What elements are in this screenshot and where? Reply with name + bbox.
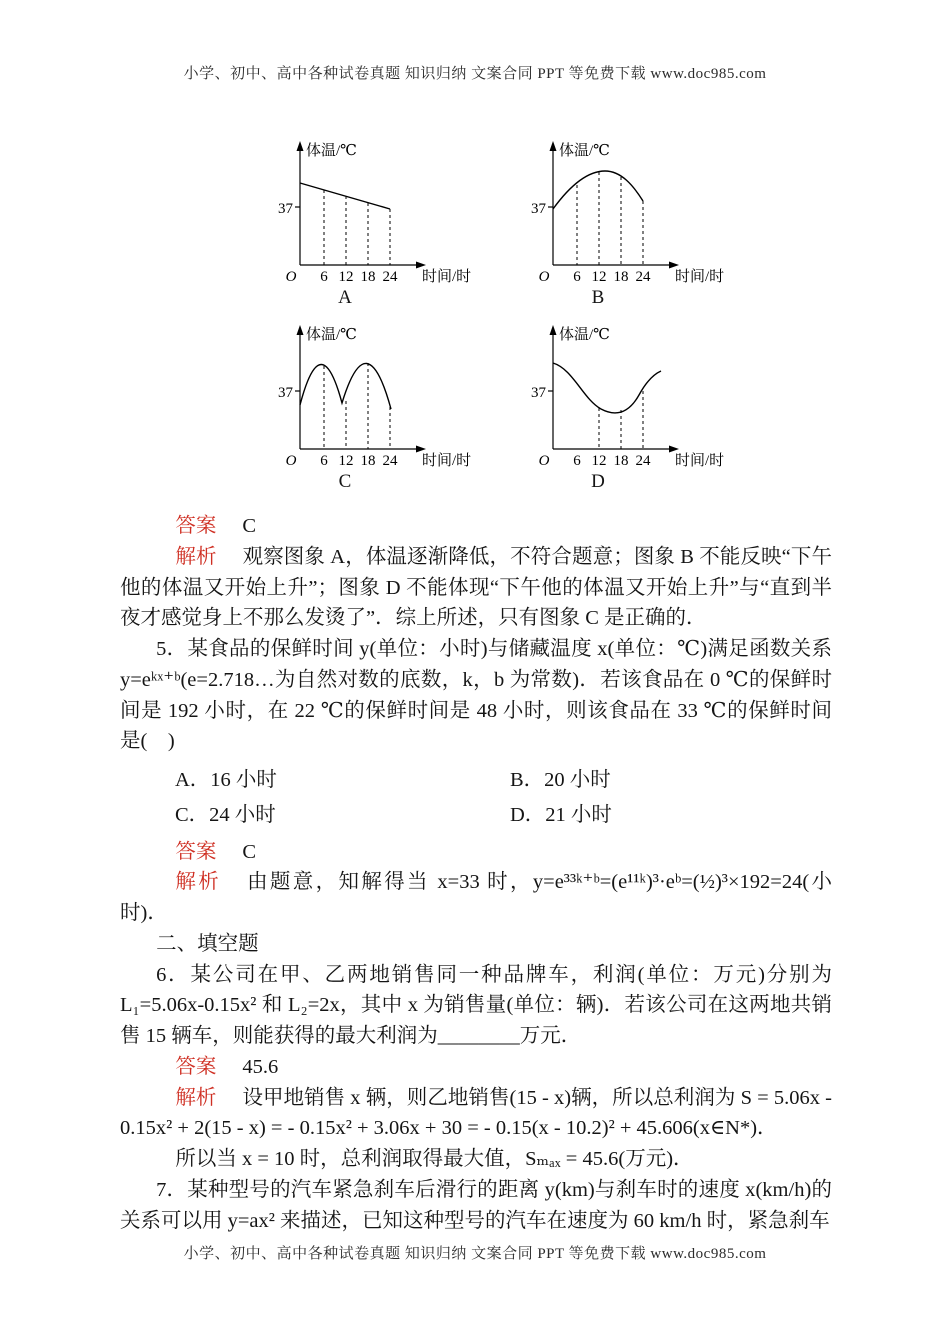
chart-b-letter: B [591, 287, 605, 308]
content [120, 511, 832, 1236]
q5-stem: 5．某食品的保鲜时间 y(单位：小时)与储藏温度 x(单位：℃)满足函数关系 y=eᵏˣ⁺ᵇ(e=2.718…为自然对数的底数，k，b 为常数)．若该食品在 0 ℃的保鲜时间是 192 小时，在 22 ℃的保鲜时间是 48 小时，则该食品在 33 ℃的保鲜时间是( ) [120, 638, 832, 753]
origin-label: O [538, 453, 550, 469]
answer-label: 答案 [175, 515, 217, 537]
x-tick-6: 6 [573, 269, 581, 285]
x-tick-24: 24 [635, 453, 651, 469]
chart-d [515, 319, 740, 493]
x-tick-18: 18 [360, 269, 376, 285]
y-tick-37: 37 [278, 385, 293, 401]
answer-label: 答案 [175, 840, 217, 863]
chart-grid [262, 135, 740, 493]
y-axis-label: 体温/℃ [559, 327, 610, 343]
y-tick-37: 37 [278, 201, 293, 217]
q4-answer-line [120, 511, 832, 542]
option-b: B．20 小时 [510, 769, 611, 791]
q4-answer-value: C [242, 515, 257, 537]
x-tick-12: 12 [591, 269, 607, 285]
x-tick-6: 6 [320, 269, 328, 285]
q7-stem: 7．某种型号的汽车紧急刹车后滑行的距离 y(km)与刹车时的速度 x(km/h)的关系可以用 y=ax² 来描述，已知这种型号的汽车在速度为 60 km/h 时，紧急刹车 [120, 1178, 832, 1232]
chart-b [515, 135, 740, 309]
q5-options [120, 763, 832, 833]
x-tick-6: 6 [320, 453, 328, 469]
x-tick-12: 12 [591, 453, 607, 469]
x-tick-24: 24 [382, 269, 398, 285]
q5-analysis [120, 867, 832, 929]
q6-answer-value: 45.6 [242, 1055, 279, 1078]
chart-d-curve [553, 363, 661, 413]
section-heading-2: 二、填空题 [156, 932, 259, 955]
q5-answer-value: C [242, 840, 257, 863]
y-tick-37: 37 [531, 201, 546, 217]
x-tick-18: 18 [613, 453, 629, 469]
chart-c [262, 319, 487, 493]
chart-a-dashed-lines [324, 190, 390, 265]
chart-d-letter: D [591, 471, 605, 492]
page-header: 小学、初中、高中各种试卷真题 知识归纳 文案合同 PPT 等免费下载 www.doc985.com [183, 66, 767, 82]
x-tick-24: 24 [635, 269, 651, 285]
origin-label: O [285, 453, 297, 469]
option-c: C．24 小时 [175, 803, 276, 826]
x-axis-label: 时间/时 [675, 453, 725, 469]
x-tick-24: 24 [382, 453, 398, 469]
chart-a-curve [300, 183, 390, 209]
chart-a-canvas [262, 135, 487, 285]
chart-b-canvas [515, 135, 740, 285]
chart-c-canvas [262, 319, 487, 469]
chart-d-canvas [515, 319, 740, 469]
x-axis-label: 时间/时 [422, 453, 472, 469]
chart-a-letter: A [338, 287, 352, 308]
analysis-label: 解析 [175, 1086, 217, 1109]
q6-stem: 6．某公司在甲、乙两地销售同一种品牌车，利润(单位：万元)分别为 L₁=5.06x-0.15x² 和 L₂=2x，其中 x 为销售量(单位：辆)．若该公司在这两地共销售 15 辆车，则能获得的最大利润为________万元． [120, 963, 832, 1048]
answer-label: 答案 [175, 1055, 217, 1078]
x-tick-18: 18 [360, 453, 376, 469]
origin-label: O [285, 269, 297, 285]
y-axis-label: 体温/℃ [559, 143, 610, 159]
y-axis-label: 体温/℃ [306, 327, 357, 343]
chart-c-axes [295, 325, 426, 453]
analysis-label: 解析 [175, 871, 222, 894]
analysis-label: 解析 [175, 545, 217, 568]
q4-analysis-text: 观察图象 A，体温逐渐降低，不符合题意；图象 B 不能反映“下午他的体温又开始上升”；图象 D 不能体现“下午他的体温又开始上升”与“直到半夜才感觉身上不那么发烫了”．综上所述，只有图象 C 是正确的． [120, 545, 832, 630]
chart-b-curve [553, 171, 643, 209]
q6-analysis [120, 1083, 832, 1145]
chart-b-axes [548, 141, 679, 269]
x-axis-label: 时间/时 [675, 269, 725, 285]
q5-answer-line [120, 837, 832, 868]
x-tick-12: 12 [338, 453, 354, 469]
q6-analysis-text: 设甲地销售 x 辆，则乙地销售(15 - x)辆，所以总利润为 S = 5.06x - 0.15x² + 2(15 - x) = - 0.15x² + 3.06x + 30 = - 0.15(x - 10.2)² + 45.606(x∈N*)． [120, 1086, 832, 1140]
x-tick-6: 6 [573, 453, 581, 469]
x-axis-label: 时间/时 [422, 269, 472, 285]
y-tick-37: 37 [531, 385, 546, 401]
q6-conclusion: 所以当 x = 10 时，总利润取得最大值，Sₘₐₓ = 45.6(万元)． [175, 1148, 694, 1171]
chart-a-axes [295, 141, 426, 269]
x-tick-12: 12 [338, 269, 354, 285]
q6-answer-line [120, 1052, 832, 1083]
chart-c-dashed-lines [324, 363, 390, 449]
q4-analysis [120, 542, 832, 634]
origin-label: O [538, 269, 550, 285]
q5-analysis-text: 由题意，知解得当 x=33 时，y=e³³ᵏ⁺ᵇ=(e¹¹ᵏ)³·eᵇ=(½)³×192=24(小时)． [120, 871, 833, 925]
page-footer: 小学、初中、高中各种试卷真题 知识归纳 文案合同 PPT 等免费下载 www.doc985.com [183, 1246, 767, 1263]
option-d: D．21 小时 [510, 803, 612, 826]
y-axis-label: 体温/℃ [306, 143, 357, 159]
option-a: A．16 小时 [175, 769, 277, 791]
chart-b-dashed-lines [577, 172, 643, 265]
chart-d-axes [548, 325, 679, 453]
chart-a [262, 135, 487, 309]
chart-c-letter: C [338, 471, 352, 492]
x-tick-18: 18 [613, 269, 629, 285]
